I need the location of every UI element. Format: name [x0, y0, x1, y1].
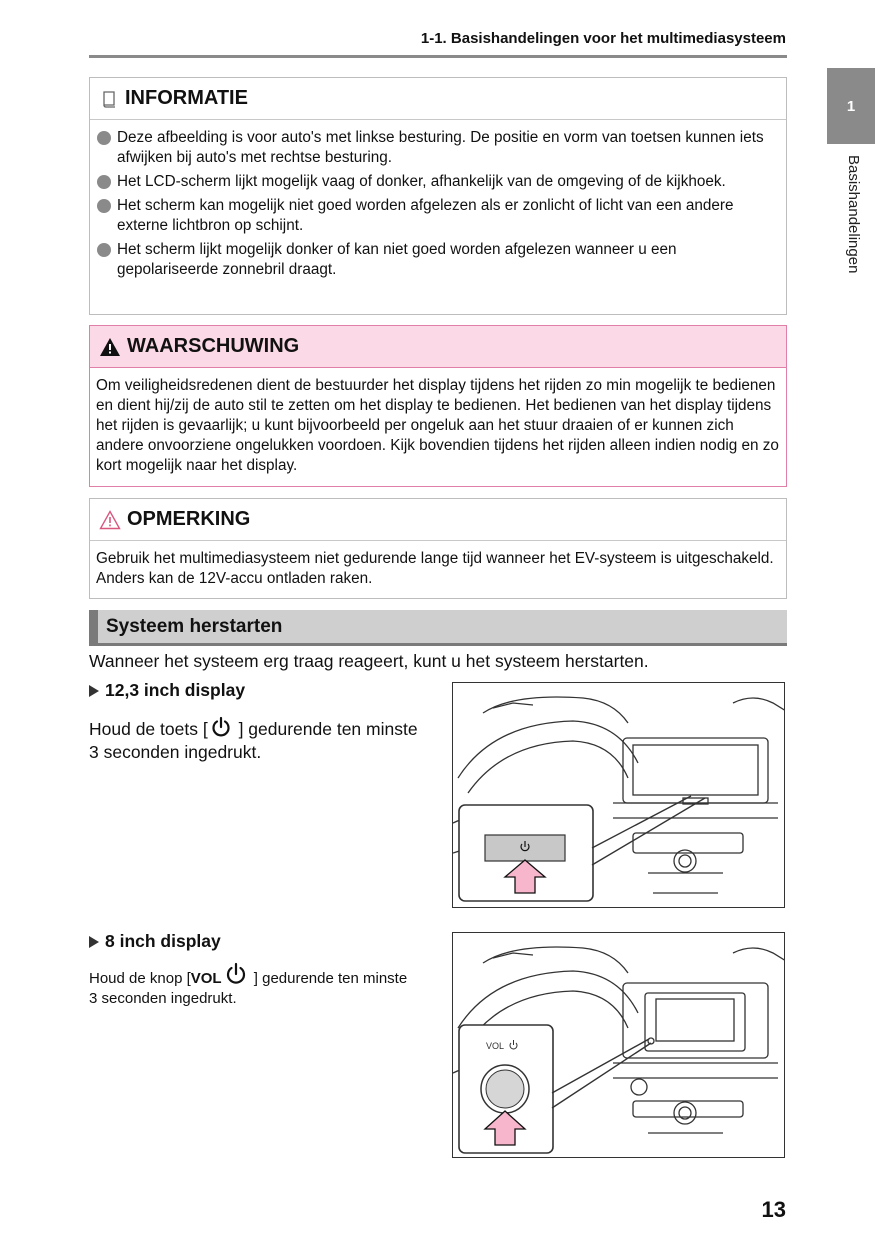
- subheading-12-inch-text: 12,3 inch display: [105, 680, 246, 700]
- bullet-icon: [97, 175, 111, 189]
- notice-body: [90, 541, 786, 598]
- instruction-text-start: Houd de knop [: [89, 970, 191, 987]
- list-item-text: Het scherm kan mogelijk niet goed worden afgelezen als er zonlicht of licht van een andere externe lichtbron op schijnt.: [117, 197, 734, 234]
- bullet-icon: [97, 131, 111, 145]
- notice-header: [90, 499, 786, 541]
- list-item: [96, 128, 780, 168]
- information-box: [89, 77, 787, 315]
- instruction-text-start: Houd de toets [: [89, 719, 208, 739]
- dashboard-illustration: [453, 933, 785, 1158]
- vol-label: VOL: [190, 970, 222, 987]
- power-icon: [225, 962, 247, 986]
- warning-icon: [99, 337, 121, 357]
- list-item: [96, 196, 780, 236]
- section-heading: [89, 610, 787, 646]
- subheading-8-inch: [89, 931, 221, 952]
- header-rule: [89, 55, 787, 58]
- list-item-text: Het scherm lijkt mogelijk donker of kan niet goed worden afgelezen wanneer u een gepolariseerde zonnebril draagt.: [117, 241, 677, 278]
- warning-box: [89, 325, 787, 487]
- figure-12-inch-display: [452, 682, 785, 908]
- list-item-text: Deze afbeelding is voor auto's met linkse besturing. De positie en vorm van toetsen kunnen iets afwijken bij auto's met rechtse besturing.: [117, 129, 764, 166]
- subheading-12-inch: [89, 680, 245, 701]
- notice-box: [89, 498, 787, 599]
- warning-body: [90, 368, 786, 485]
- notice-title: OPMERKING: [127, 508, 251, 530]
- information-header: [90, 78, 786, 120]
- section-title: Systeem herstarten: [106, 615, 283, 637]
- information-title: INFORMATIE: [125, 87, 248, 109]
- section-intro: Wanneer het systeem erg traag reageert, kunt u het systeem herstarten.: [89, 651, 649, 671]
- instruction-text-end: ] gedurende ten minste 3 seconden ingedrukt.: [89, 970, 408, 1007]
- notice-text: Gebruik het multimediasysteem niet gedurende lange tijd wanneer het EV-systeem is uitgeschakeld. Anders kan de 12V-accu ontladen raken.: [96, 550, 774, 587]
- information-body: [90, 120, 786, 293]
- vol-figure-label: VOL: [486, 1041, 505, 1051]
- triangle-bullet-icon: [89, 936, 99, 948]
- triangle-bullet-icon: [89, 685, 99, 697]
- dashboard-illustration: [453, 683, 785, 908]
- bullet-icon: [97, 199, 111, 213]
- information-list: [96, 128, 780, 280]
- caution-icon: [99, 510, 121, 530]
- header-section-title: 1-1. Basishandelingen voor het multimediasysteem: [420, 30, 786, 47]
- warning-header: [90, 326, 786, 368]
- warning-text: Om veiligheidsredenen dient de bestuurder het display tijdens het rijden zo min mogelijk te bedienen en dient hij/zij de auto stil te zetten om het display te bedienen. Het bedienen van het display tijdens het rijden is gevaarlijk; u kunt bijvoorbeeld per ongeluk aan het stuur draaien of er kunnen zich andere onvoorziene ongelukken voordoen. Kijk bovendien tijdens het rijden alleen indien nodig en zo kort mogelijk naar het display.: [96, 377, 779, 474]
- power-icon: [211, 716, 231, 738]
- list-item: [96, 172, 780, 192]
- list-item: [96, 240, 780, 280]
- figure-8-inch-display: [452, 932, 785, 1158]
- bullet-icon: [97, 243, 111, 257]
- subheading-8-inch-text: 8 inch display: [105, 931, 221, 951]
- chapter-tab: [827, 68, 875, 144]
- page-number: 13: [761, 1197, 786, 1222]
- book-icon: [99, 89, 119, 109]
- instruction-text-end: ] gedurende ten minste 3 seconden ingedrukt.: [89, 719, 418, 762]
- instruction-8-inch: [89, 962, 419, 1009]
- chapter-tab-label: Basishandelingen: [845, 155, 862, 274]
- chapter-tab-number: 1: [846, 97, 856, 115]
- instruction-12-inch: [89, 716, 419, 764]
- list-item-text: Het LCD-scherm lijkt mogelijk vaag of donker, afhankelijk van de omgeving of de kijkhoek.: [117, 173, 726, 190]
- warning-title: WAARSCHUWING: [127, 335, 300, 357]
